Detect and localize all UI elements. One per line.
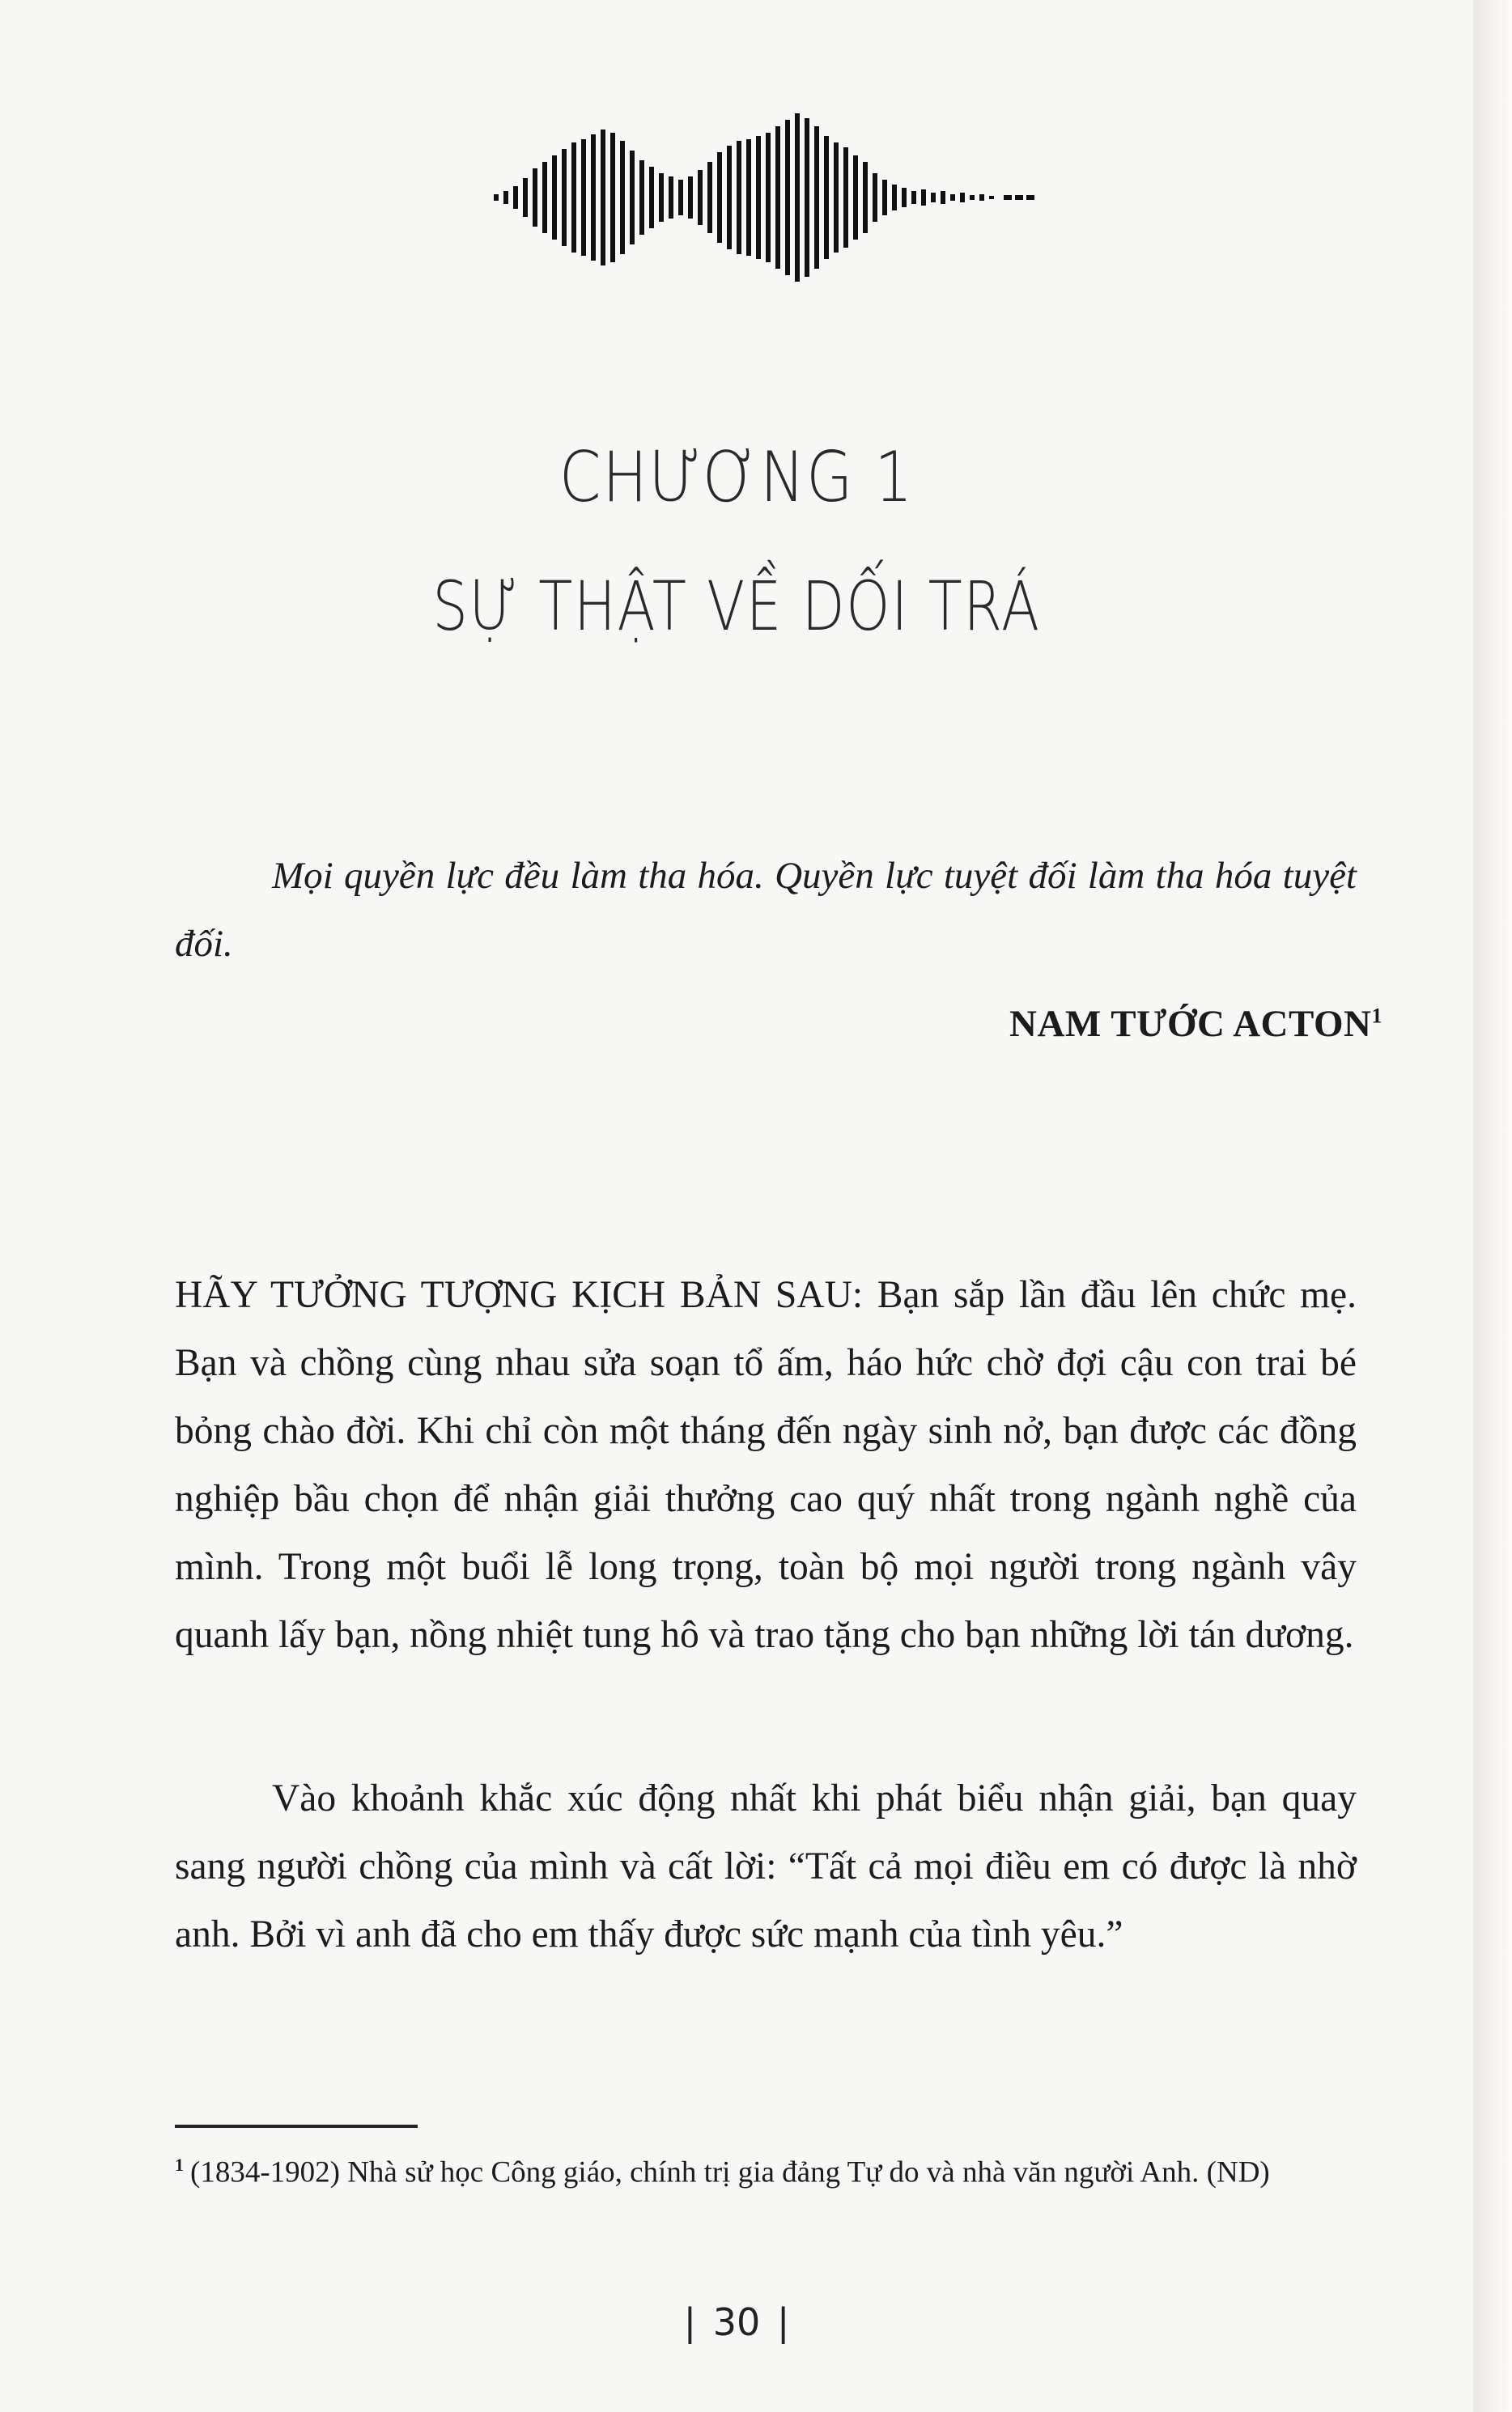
soundwave-bar <box>688 176 693 219</box>
soundwave-bar <box>707 162 712 233</box>
epigraph-author-name: NAM TƯỚC ACTON <box>1009 1003 1372 1045</box>
soundwave-bar <box>921 189 926 206</box>
soundwave-bar <box>911 191 916 204</box>
soundwave-bar <box>513 186 518 209</box>
soundwave-bar <box>970 195 975 200</box>
soundwave-bar <box>746 139 751 256</box>
soundwave-bar <box>902 188 907 207</box>
footnote-number: 1 <box>175 2155 184 2175</box>
soundwave-bar <box>503 191 508 204</box>
soundwave-bar <box>562 149 567 246</box>
soundwave-bar <box>571 142 576 253</box>
soundwave-bar <box>863 162 868 233</box>
soundwave-bar <box>737 141 741 254</box>
soundwave-tick <box>1026 195 1034 200</box>
soundwave-bar <box>824 136 829 259</box>
soundwave-bar <box>814 126 819 269</box>
soundwave-bar <box>795 113 800 282</box>
soundwave-bar <box>630 151 635 244</box>
soundwave-bar <box>698 170 703 225</box>
soundwave-bar <box>989 196 994 199</box>
soundwave-bar <box>960 193 965 202</box>
soundwave-bar <box>533 168 537 227</box>
page-edge <box>1473 0 1512 2412</box>
footnote-marker: 1 <box>1371 1004 1382 1028</box>
soundwave-bar <box>843 147 848 248</box>
soundwave-icon <box>486 104 1052 291</box>
soundwave-bar <box>669 176 673 219</box>
chapter-title: SỰ THẬT VỀ DỐI TRÁ <box>432 567 1041 646</box>
epigraph-author <box>1009 1002 1382 1046</box>
soundwave-bar <box>941 191 945 204</box>
soundwave-bar <box>931 193 936 202</box>
footnote-divider <box>175 2125 418 2128</box>
page-number: | 30 | <box>683 2300 790 2344</box>
soundwave-bar <box>853 155 858 240</box>
soundwave-bar <box>591 134 596 261</box>
soundwave-bar <box>756 136 761 259</box>
body-paragraph: HÃY TƯỞNG TƯỢNG KỊCH BẢN SAU: Bạn sắp lần đầu lên chức mẹ. Bạn và chồng cùng nhau sửa soạn tổ ấm, háo hức chờ đợi cậu con trai bé bỏng chào đời. Khi chỉ còn một tháng đến ngày sinh nở, bạn được các đồng nghiệp bầu chọn để nhận giải thưởng cao quý nhất trong ngành nghề của mình. Trong một buổi lễ long trọng, toàn bộ mọi người trong ngành vây quanh lấy bạn, nồng nhiệt tung hô và trao tặng cho bạn những lời tán dương. <box>175 1274 1357 1656</box>
soundwave-bar <box>892 185 897 210</box>
footnote <box>175 2145 1373 2193</box>
soundwave-bar <box>639 160 644 235</box>
soundwave-bar <box>785 120 790 275</box>
soundwave-bar <box>581 139 586 256</box>
soundwave-bar <box>834 142 839 253</box>
soundwave-bar <box>979 194 984 201</box>
chapter-number: CHƯƠNG 1 <box>559 437 915 518</box>
soundwave-bar <box>950 194 955 201</box>
soundwave-bar <box>620 141 625 254</box>
soundwave-bar <box>610 133 615 262</box>
soundwave-bar <box>882 180 887 215</box>
soundwave-tick <box>1015 195 1023 200</box>
soundwave-bar <box>601 130 605 265</box>
soundwave-bar <box>873 173 877 222</box>
soundwave-bar <box>717 152 722 243</box>
soundwave-bar <box>678 180 683 215</box>
soundwave-bar <box>805 118 809 277</box>
soundwave-bar <box>766 133 771 262</box>
epigraph-quote: Mọi quyền lực đều làm tha hóa. Quyền lực tuyệt đối làm tha hóa tuyệt đối. <box>175 855 1357 965</box>
soundwave-bar <box>523 178 528 217</box>
soundwave-bar <box>494 194 499 201</box>
soundwave-bar <box>659 173 664 222</box>
soundwave-bar <box>552 155 557 240</box>
body-paragraph: Vào khoảnh khắc xúc động nhất khi phát biểu nhận giải, bạn quay sang người chồng của mình và cất lời: “Tất cả mọi điều em có được là nhờ anh. Bởi vì anh đã cho em thấy được sức mạnh của tình yêu.” <box>175 1777 1357 1956</box>
soundwave-tick <box>1004 195 1012 200</box>
soundwave-bar <box>542 162 547 233</box>
soundwave-bar <box>727 146 732 249</box>
footnote-text: (1834-1902) Nhà sử học Công giáo, chính trị gia đảng Tự do và nhà văn người Anh. (ND) <box>190 2155 1270 2189</box>
soundwave-bar <box>775 126 780 269</box>
soundwave-bar <box>649 167 654 228</box>
